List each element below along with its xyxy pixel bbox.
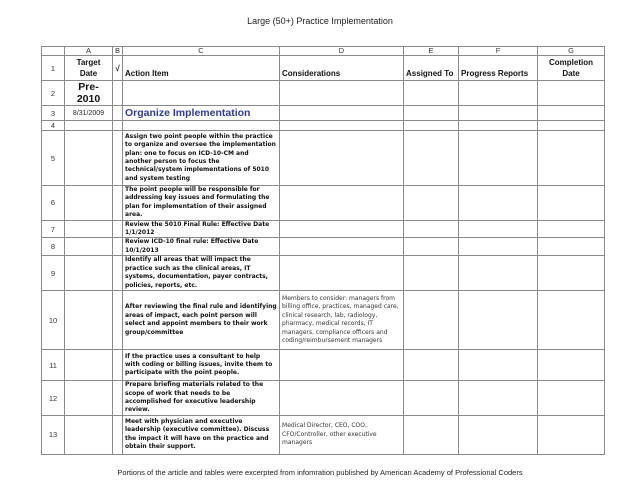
considerations-cell[interactable]: [280, 81, 404, 106]
check-cell[interactable]: [113, 106, 123, 121]
table-row: [42, 415, 605, 454]
target-date-cell[interactable]: [65, 238, 113, 256]
completion-cell[interactable]: [538, 381, 605, 416]
assigned-to-cell[interactable]: [404, 238, 459, 256]
assigned-to-cell[interactable]: [404, 291, 459, 350]
corner-cell[interactable]: [42, 47, 65, 56]
table-row: [42, 121, 605, 131]
table-row: [42, 238, 605, 256]
target-date-cell[interactable]: 8/31/2009: [65, 106, 113, 121]
action-cell[interactable]: Review the 5010 Final Rule: Effective Date 1/1/2012: [123, 220, 280, 238]
source-footnote: Portions of the article and tables were excerpted from infomration published by American Academy of Professional Coders: [117, 468, 523, 477]
row-number[interactable]: 11: [42, 350, 65, 381]
check-cell[interactable]: [113, 350, 123, 381]
assigned-to-cell[interactable]: [404, 381, 459, 416]
check-cell[interactable]: [113, 256, 123, 291]
row-number[interactable]: 8: [42, 238, 65, 256]
check-cell[interactable]: [113, 220, 123, 238]
action-cell[interactable]: Assign two point people within the practice to organize and oversee the implementation plan: one to focus on ICD-10-CM and another person to focus the technical/system implementations of 5010 and system testing: [123, 131, 280, 186]
assigned-to-cell[interactable]: [404, 131, 459, 186]
action-cell[interactable]: Identify all areas that will impact the practice such as the clinical areas, IT systems, documentation, payer contracts, policies, reports, etc.: [123, 256, 280, 291]
completion-cell[interactable]: [538, 186, 605, 221]
assigned-to-cell[interactable]: [404, 415, 459, 454]
action-cell[interactable]: Prepare briefing materials related to the scope of work that needs to be accomplished for executive leadership review.: [123, 381, 280, 416]
checkmark-header[interactable]: √: [113, 56, 123, 81]
target-date-cell[interactable]: Pre-2010: [65, 81, 113, 106]
progress-cell[interactable]: [459, 121, 538, 131]
column-header-f[interactable]: F: [459, 47, 538, 56]
assigned-to-cell[interactable]: [404, 350, 459, 381]
target-date-cell[interactable]: [65, 121, 113, 131]
considerations-cell[interactable]: [280, 106, 404, 121]
completion-cell[interactable]: [538, 415, 605, 454]
completion-cell[interactable]: [538, 121, 605, 131]
progress-cell[interactable]: [459, 238, 538, 256]
row-number[interactable]: 10: [42, 291, 65, 350]
considerations-header[interactable]: Considerations: [280, 56, 404, 81]
column-header-c[interactable]: C: [123, 47, 280, 56]
check-cell[interactable]: [113, 291, 123, 350]
row-number[interactable]: 2: [42, 81, 65, 106]
completion-cell[interactable]: [538, 81, 605, 106]
progress-cell[interactable]: [459, 131, 538, 186]
target-date-cell[interactable]: [65, 220, 113, 238]
considerations-cell[interactable]: [280, 186, 404, 221]
progress-cell[interactable]: [459, 291, 538, 350]
assigned-to-cell[interactable]: [404, 81, 459, 106]
target-date-cell[interactable]: [65, 256, 113, 291]
table-row: [42, 381, 605, 416]
considerations-cell[interactable]: [280, 256, 404, 291]
target-date-cell[interactable]: [65, 291, 113, 350]
check-cell[interactable]: [113, 415, 123, 454]
check-cell[interactable]: [113, 238, 123, 256]
header-row: [42, 56, 605, 81]
considerations-cell[interactable]: Members to consider: managers from billing office, practices, managed care, clinical research, lab, radiology, pharmacy, medical records, IT managers, compliance officers and coding/reimbursement managers: [280, 291, 404, 350]
target-date-cell[interactable]: [65, 131, 113, 186]
page-title: Large (50+) Practice Implementation: [247, 16, 393, 26]
progress-cell[interactable]: [459, 81, 538, 106]
check-cell[interactable]: [113, 381, 123, 416]
progress-cell[interactable]: [459, 106, 538, 121]
progress-cell[interactable]: [459, 186, 538, 221]
column-letter-row: [42, 47, 605, 56]
considerations-cell[interactable]: [280, 121, 404, 131]
considerations-cell[interactable]: [280, 238, 404, 256]
table-row: [42, 220, 605, 238]
target-date-cell[interactable]: [65, 186, 113, 221]
row-number[interactable]: 4: [42, 121, 65, 131]
row-number[interactable]: 13: [42, 415, 65, 454]
check-cell[interactable]: [113, 81, 123, 106]
considerations-cell[interactable]: [280, 131, 404, 186]
table-row: [42, 106, 605, 121]
considerations-cell[interactable]: [280, 220, 404, 238]
target-date-cell[interactable]: [65, 350, 113, 381]
considerations-cell[interactable]: [280, 381, 404, 416]
row-number[interactable]: 6: [42, 186, 65, 221]
progress-cell[interactable]: [459, 415, 538, 454]
table-row: [42, 81, 605, 106]
row-number[interactable]: 12: [42, 381, 65, 416]
table-row: [42, 256, 605, 291]
target-date-cell[interactable]: [65, 415, 113, 454]
assigned-to-cell[interactable]: [404, 220, 459, 238]
considerations-cell[interactable]: Medical Director, CEO, COO, CFO/Controller, other executive managers: [280, 415, 404, 454]
column-header-e[interactable]: E: [404, 47, 459, 56]
completion-cell[interactable]: [538, 350, 605, 381]
table-row: [42, 131, 605, 186]
completion-cell[interactable]: [538, 220, 605, 238]
assigned-to-header[interactable]: Assigned To: [404, 56, 459, 81]
action-cell[interactable]: The point people will be responsible for addressing key issues and formulating the plan for implementation of their assigned area.: [123, 186, 280, 221]
completion-cell[interactable]: [538, 106, 605, 121]
action-cell[interactable]: [123, 81, 280, 106]
action-cell[interactable]: If the practice uses a consultant to help with coding or billing issues, invite them to participate with the point people.: [123, 350, 280, 381]
progress-cell[interactable]: [459, 381, 538, 416]
row-number[interactable]: 7: [42, 220, 65, 238]
check-cell[interactable]: [113, 121, 123, 131]
completion-cell[interactable]: [538, 256, 605, 291]
implementation-spreadsheet: [41, 46, 605, 455]
progress-cell[interactable]: [459, 256, 538, 291]
considerations-cell[interactable]: [280, 350, 404, 381]
action-cell[interactable]: Review ICD-10 final rule: Effective Date 10/1/2013: [123, 238, 280, 256]
check-cell[interactable]: [113, 131, 123, 186]
table-row: [42, 350, 605, 381]
progress-cell[interactable]: [459, 220, 538, 238]
assigned-to-cell[interactable]: [404, 256, 459, 291]
completion-date-header[interactable]: Completion Date: [538, 56, 605, 81]
completion-cell[interactable]: [538, 238, 605, 256]
column-header-d[interactable]: D: [280, 47, 404, 56]
table-row: [42, 186, 605, 221]
column-header-g[interactable]: G: [538, 47, 605, 56]
row-number[interactable]: 9: [42, 256, 65, 291]
action-cell[interactable]: After reviewing the final rule and identifying areas of impact, each point person will select and appoint members to their work group/committee: [123, 291, 280, 350]
action-item-header[interactable]: Action Item: [123, 56, 280, 81]
action-cell[interactable]: Meet with physician and executive leadership (executive committee). Discuss the impact it will have on the practice and obtain their support.: [123, 415, 280, 454]
completion-cell[interactable]: [538, 131, 605, 186]
row-number[interactable]: 3: [42, 106, 65, 121]
progress-cell[interactable]: [459, 350, 538, 381]
table-row: [42, 291, 605, 350]
section-heading-cell[interactable]: Organize Implementation: [123, 106, 280, 121]
row-number[interactable]: 5: [42, 131, 65, 186]
check-cell[interactable]: [113, 186, 123, 221]
target-date-cell[interactable]: [65, 381, 113, 416]
action-cell[interactable]: [123, 121, 280, 131]
progress-reports-header[interactable]: Progress Reports: [459, 56, 538, 81]
assigned-to-cell[interactable]: [404, 121, 459, 131]
row-number[interactable]: 1: [42, 56, 65, 81]
column-header-b[interactable]: B: [113, 47, 123, 56]
assigned-to-cell[interactable]: [404, 106, 459, 121]
column-header-a[interactable]: A: [65, 47, 113, 56]
completion-cell[interactable]: [538, 291, 605, 350]
assigned-to-cell[interactable]: [404, 186, 459, 221]
target-date-header[interactable]: Target Date: [65, 56, 113, 81]
